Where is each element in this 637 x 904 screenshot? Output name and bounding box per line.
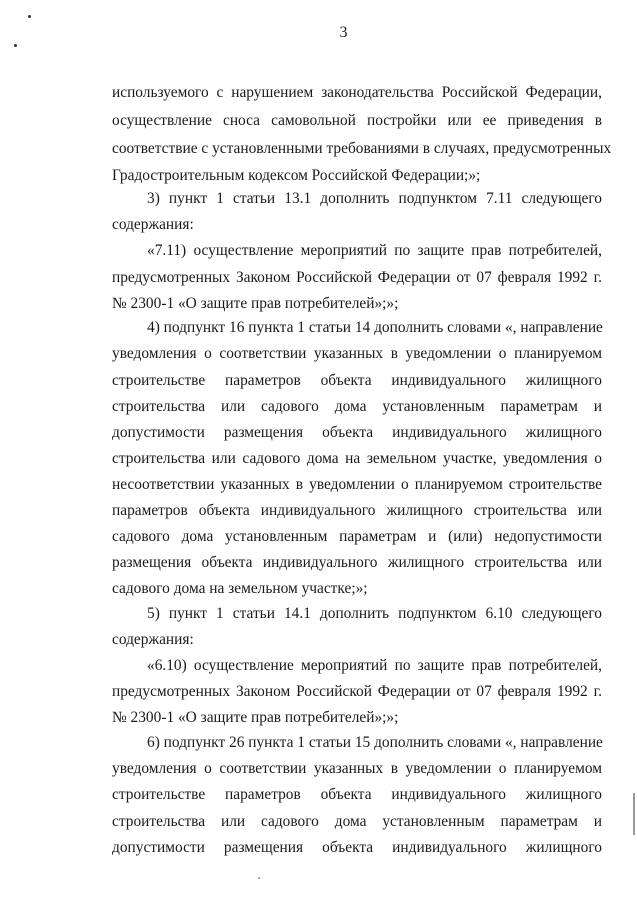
- text-line: строительстве параметров объекта индивидуального жилищного: [112, 786, 602, 803]
- scan-speck: [14, 44, 17, 47]
- scan-speck: [258, 877, 260, 879]
- text-line: несоответствии указанных в уведомлении о планируемом строительстве: [112, 476, 602, 493]
- paragraph-start-line: 3) пункт 1 статьи 13.1 дополнить подпунктом 7.11 следующего: [147, 190, 602, 207]
- paragraph-start-line: 6) подпункт 26 пункта 1 статьи 15 дополнить словами «, направление: [147, 734, 603, 751]
- text-line: строительства или садового дома на земельном участке, уведомления о: [112, 450, 602, 467]
- paragraph-start-line: 5) пункт 1 статьи 14.1 дополнить подпунктом 6.10 следующего: [147, 605, 602, 622]
- text-line: Градостроительным кодексом Российской Федерации;»;: [112, 167, 481, 184]
- text-line: допустимости размещения объекта индивидуального жилищного: [112, 424, 602, 441]
- text-line: содержания:: [112, 631, 194, 648]
- text-line: строительстве параметров объекта индивидуального жилищного: [112, 372, 602, 389]
- text-line: содержания:: [112, 216, 194, 233]
- paragraph-start-line: 4) подпункт 16 пункта 1 статьи 14 дополнить словами «, направление: [147, 319, 603, 336]
- page-number: 3: [339, 24, 348, 41]
- text-line: садового дома на земельном участке;»;: [112, 580, 368, 597]
- scan-edge-mark: [633, 793, 635, 835]
- text-line: предусмотренных Законом Российской Федерации от 07 февраля 1992 г.: [112, 269, 602, 286]
- scan-speck: [28, 15, 31, 18]
- text-line: соответствие с установленными требованиями в случаях, предусмотренных: [112, 140, 612, 157]
- text-line: садового дома установленным параметрам и (или) недопустимости: [112, 528, 602, 545]
- text-line: строительства или садового дома установленным параметрам и: [112, 813, 602, 830]
- text-line: уведомления о соответствии указанных в уведомлении о планируемом: [112, 760, 602, 777]
- text-line: используемого с нарушением законодательства Российской Федерации,: [112, 84, 602, 101]
- text-line: уведомления о соответствии указанных в уведомлении о планируемом: [112, 345, 602, 362]
- text-line: № 2300-1 «О защите прав потребителей»;»;: [112, 295, 399, 312]
- text-line: № 2300-1 «О защите прав потребителей»;»;: [112, 709, 399, 726]
- text-line: параметров объекта индивидуального жилищного строительства или: [112, 502, 602, 519]
- text-line: допустимости размещения объекта индивидуального жилищного: [112, 839, 602, 856]
- paragraph-start-line: «7.11) осуществление мероприятий по защите прав потребителей,: [147, 242, 602, 259]
- text-line: размещения объекта индивидуального жилищного строительства или: [112, 554, 602, 571]
- paragraph-start-line: «6.10) осуществление мероприятий по защите прав потребителей,: [147, 657, 602, 674]
- text-line: осуществление сноса самовольной постройки или ее приведения в: [112, 112, 602, 129]
- text-line: предусмотренных Законом Российской Федерации от 07 февраля 1992 г.: [112, 683, 602, 700]
- text-line: строительства или садового дома установленным параметрам и: [112, 398, 602, 415]
